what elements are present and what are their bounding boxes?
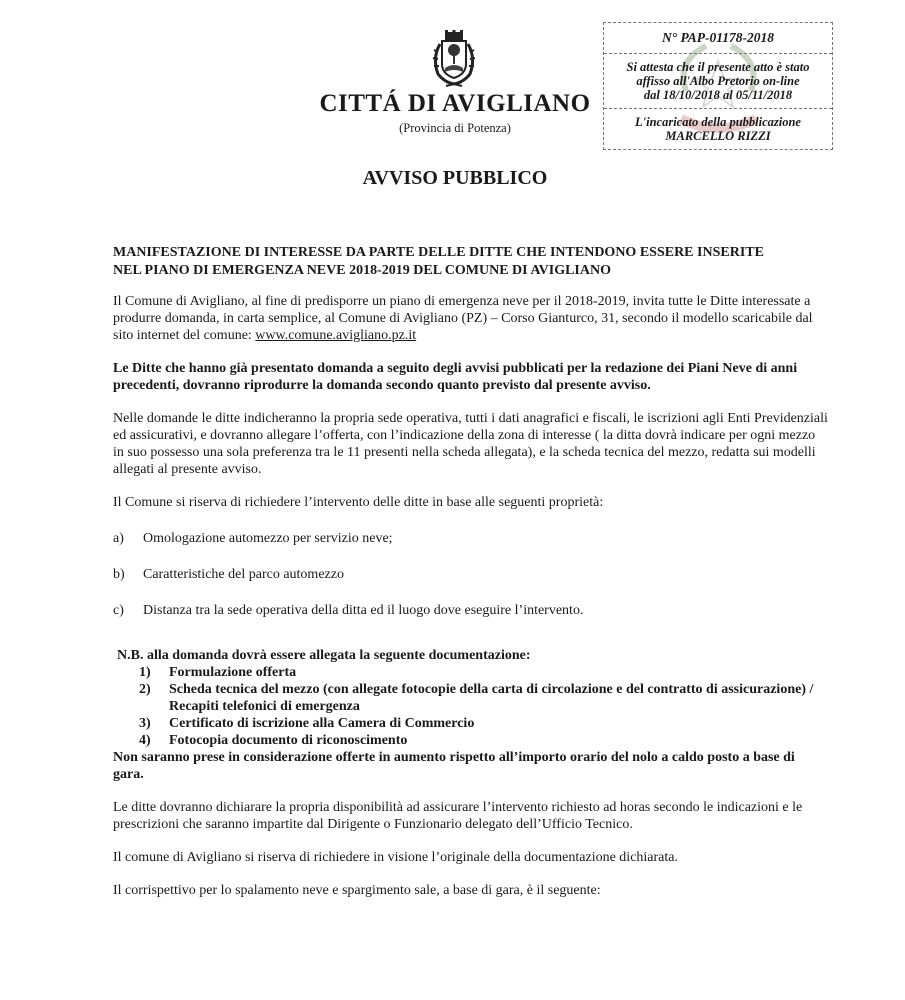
stamp-officer-role: L'incaricato della pubblicazione — [635, 115, 801, 129]
document-marker: 4) — [139, 733, 151, 748]
document-marker: 1) — [139, 665, 151, 680]
document-text: Scheda tecnica del mezzo (con allegate fotocopie della carta di circolazione e del contratto di assicurazione) / Recapiti telefonici di emergenza — [169, 682, 814, 714]
document-marker: 3) — [139, 716, 151, 731]
subject-heading — [113, 244, 828, 279]
nb-title: N.B. alla domanda dovrà essere allegata la seguente documentazione: — [117, 648, 531, 663]
required-documents-list — [139, 664, 828, 749]
publication-stamp — [603, 22, 833, 150]
criteria-marker: a) — [113, 531, 124, 546]
fee-intro-paragraph: Il corrispettivo per lo spalamento neve e spargimento sale, a base di gara, è il seguente: — [113, 883, 601, 898]
subject-line: NEL PIANO DI EMERGENZA NEVE 2018-2019 DEL COMUNE DI AVIGLIANO — [113, 262, 611, 278]
city-name: CITTÁ DI AVIGLIANO — [319, 90, 591, 117]
coat-of-arms-icon — [428, 30, 480, 88]
document-text: Formulazione offerta — [169, 665, 297, 680]
stamp-attestation — [604, 54, 832, 109]
stamp-attestation-line: Si attesta che il presente atto è stato — [626, 60, 810, 74]
stamp-officer-name: MARCELLO RIZZI — [665, 129, 771, 143]
document-item — [139, 715, 828, 732]
website-link[interactable]: www.comune.avigliano.pz.it — [255, 328, 417, 343]
document-text: Certificato di iscrizione alla Camera di Commercio — [169, 716, 475, 731]
criteria-text: Distanza tra la sede operativa della ditta ed il luogo dove eseguire l’intervento. — [143, 603, 584, 618]
offer-warning: Non saranno prese in considerazione offerte in aumento rispetto all’importo orario del nolo a caldo posto a base di gara. — [113, 750, 795, 782]
document-item — [139, 664, 828, 681]
stamp-officer — [604, 109, 832, 149]
stamp-number: N° PAP-01178-2018 — [604, 23, 832, 54]
intro-paragraph — [113, 293, 828, 344]
criteria-marker: b) — [113, 567, 125, 582]
criteria-text: Omologazione automezzo per servizio neve; — [143, 531, 393, 546]
document-item — [139, 681, 828, 715]
document-body — [113, 244, 828, 919]
criteria-item — [113, 566, 828, 583]
criteria-item — [113, 602, 828, 619]
document-text: Fotocopia documento di riconoscimento — [169, 733, 408, 748]
subject-line: MANIFESTAZIONE DI INTERESSE DA PARTE DELLE DITTE CHE INTENDONO ESSERE INSERITE — [113, 245, 764, 260]
criteria-item — [113, 530, 828, 547]
previous-applicants-paragraph: Le Ditte che hanno già presentato domanda a seguito degli avvisi pubblicati per la redazione dei Piani Neve di anni precedenti, dovranno riprodurre la domanda secondo quanto previsto dal presente avviso. — [113, 361, 798, 393]
criteria-intro: Il Comune si riserva di richiedere l’intervento delle ditte in base alle seguenti proprietà: — [113, 495, 604, 510]
document-marker: 2) — [139, 682, 151, 697]
application-contents-paragraph: Nelle domande le ditte indicheranno la propria sede operativa, tutti i dati anagrafici e fiscali, le iscrizioni agli Enti Previdenziali ed assicurativi, e dovranno allegare l’offerta, con l’indicazione della zona di interesse ( la ditta dovrà indicare per ogni mezzo in suo possesso una sola preferenza tra le 11 presenti nella scheda allegata), e la scheda tecnica del mezzo, redatta sui modelli allegati al presente avviso. — [113, 411, 828, 477]
verification-paragraph: Il comune di Avigliano si riserva di richiedere in visione l’originale della documentazione dichiarata. — [113, 850, 678, 865]
province-name: (Provincia di Potenza) — [399, 121, 511, 135]
criteria-text: Caratteristiche del parco automezzo — [143, 567, 344, 582]
intro-text: Il Comune di Avigliano, al fine di predisporre un piano di emergenza neve per il 2018-2019, invita tutte le Ditte interessate a produrre domanda, in carta semplice, al Comune di Avigliano (PZ) – Corso Gianturco, 31, secondo il modello scaricabile dal sito internet del comune: — [113, 294, 813, 343]
criteria-marker: c) — [113, 603, 124, 618]
stamp-attestation-line: dal 18/10/2018 al 05/11/2018 — [643, 88, 793, 102]
stamp-attestation-line: affisso all'Albo Pretorio on-line — [636, 74, 800, 88]
document-item — [139, 732, 828, 749]
availability-paragraph: Le ditte dovranno dichiarare la propria disponibilità ad assicurare l’intervento richiesto ad horas secondo le indicazioni e le prescrizioni che saranno impartite dal Dirigente o Funzionario delegato dell’Ufficio Tecnico. — [113, 800, 803, 832]
document-header — [0, 0, 905, 232]
notice-title: AVVISO PUBBLICO — [362, 167, 548, 189]
